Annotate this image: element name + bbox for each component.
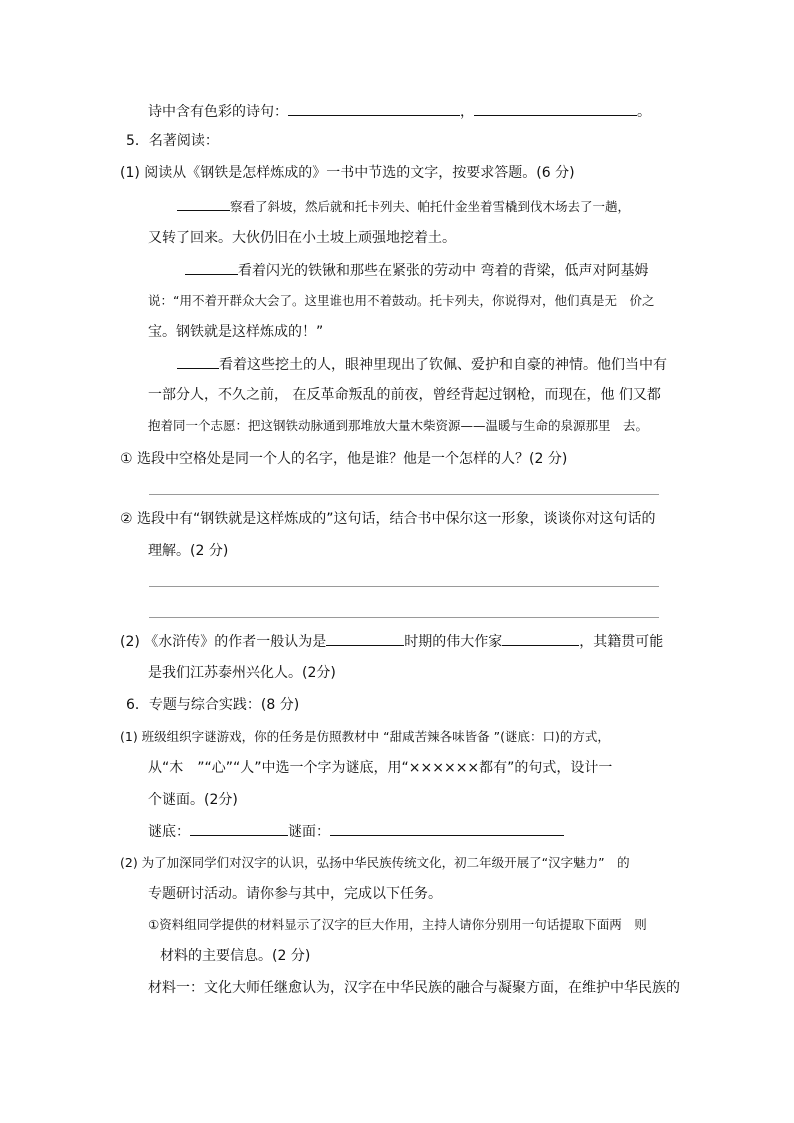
- passage-line-1: [177, 197, 630, 216]
- riddle-face-blank[interactable]: [330, 822, 564, 836]
- answer-line-1[interactable]: [149, 494, 659, 495]
- q5-part2-line1: [120, 632, 663, 651]
- answer-line-3[interactable]: [149, 617, 659, 618]
- passage-name-blank-3[interactable]: [177, 355, 219, 369]
- dynasty-blank[interactable]: [326, 632, 404, 646]
- q6-part1-line3: 个谜面。(2分): [148, 792, 238, 808]
- q4-blank-1[interactable]: [288, 102, 460, 116]
- passage-line-5: 宝。钢铁就是这样炼成的！”: [148, 324, 324, 340]
- task1-line2: 材料的主要信息。(2 分): [160, 948, 311, 964]
- author-blank[interactable]: [502, 632, 579, 646]
- q4-color-line: [148, 102, 651, 121]
- passage-line-3: [185, 261, 648, 280]
- riddle-answer-label: 谜底：: [148, 824, 190, 840]
- passage-line-6: [177, 355, 667, 374]
- q4-prompt: 诗中含有色彩的诗句：: [148, 104, 288, 120]
- q6-part2-line1: (2) 为了加深同学们对汉字的认识，弘扬中华民族传统文化，初二年级开展了“汉字魅力” 的: [120, 855, 630, 870]
- passage-line-8: 抱着同一个志愿：把这钢铁动脉通到那堆放大量木柴资源——温暖与生命的泉源那里 去。: [148, 418, 649, 433]
- passage-line-2: 又转了回来。大伙仍旧在小土坡上顽强地挖着土。: [148, 230, 456, 246]
- q5-part1-prompt: (1) 阅读从《钢铁是怎样炼成的》一书中节选的文字，按要求答题。(6 分): [120, 165, 575, 181]
- q5-sub2-line1: ② 选段中有“钢铁就是这样炼成的”这句话，结合书中保尔这一形象，谈谈你对这句话的: [120, 511, 656, 527]
- q5-part2-text-c: ，其籍贯可能: [579, 634, 664, 650]
- passage-text-3: 看着闪光的铁锹和那些在紧张的劳动中 弯着的背梁，低声对阿基姆: [238, 263, 649, 279]
- q6-part2-line2: 专题研讨活动。请你参与其中，完成以下任务。: [148, 886, 442, 902]
- q5-sub2-line2: 理解。(2 分): [148, 543, 229, 559]
- q4-comma: ，: [460, 104, 474, 120]
- q4-end: 。: [637, 104, 651, 120]
- q6-title: 6．专题与综合实践：(8 分): [126, 697, 300, 713]
- riddle-answer-line: [148, 822, 564, 841]
- passage-text-1: 察看了斜坡，然后就和托卡列夫、帕托什金坐着雪橇到伐木场去了一趟，: [230, 199, 631, 214]
- q5-part2-line2: 是我们江苏泰州兴化人。(2分): [148, 665, 336, 681]
- q5-title: 5．名著阅读：: [126, 133, 219, 149]
- q6-part1-line1: (1) 班级组织字谜游戏，你的任务是仿照教材中 “甜咸苦辣各味皆备 ”(谜底：口)的方式，: [120, 729, 610, 744]
- material-one: 材料一：文化大师任继愈认为，汉字在中华民族的融合与凝聚方面，在维护中华民族的: [148, 980, 680, 996]
- passage-text-6: 看着这些挖土的人，眼神里现出了钦佩、爱护和自豪的神情。他们当中有: [219, 357, 667, 373]
- passage-line-4: 说：“用不着开群众大会了。这里谁也用不着鼓动。托卡列夫，你说得对，他们真是无 价之: [148, 293, 655, 308]
- q5-part2-text-b: 时期的伟大作家: [404, 634, 503, 650]
- q5-sub1: ① 选段中空格处是同一个人的名字，他是谁？他是一个怎样的人？(2 分): [120, 451, 568, 467]
- q5-part2-text-a: (2) 《水浒传》的作者一般认为是: [120, 634, 327, 650]
- task1-line1: ①资料组同学提供的材料显示了汉字的巨大作用，主持人请你分别用一句话提取下面两 则: [148, 917, 647, 932]
- passage-name-blank-2[interactable]: [185, 261, 238, 275]
- riddle-face-label: 谜面：: [288, 824, 330, 840]
- passage-line-7: 一部分人，不久之前， 在反革命叛乱的前夜，曾经背起过钢枪，而现在，他 们又都: [148, 387, 661, 403]
- passage-name-blank-1[interactable]: [177, 197, 230, 211]
- answer-line-2[interactable]: [149, 586, 659, 587]
- q4-blank-2[interactable]: [474, 102, 637, 116]
- riddle-answer-blank[interactable]: [190, 822, 288, 836]
- q6-part1-line2: 从“木 ”“心”“人”中选一个字为谜底，用“××××××都有”的句式，设计一: [148, 760, 613, 776]
